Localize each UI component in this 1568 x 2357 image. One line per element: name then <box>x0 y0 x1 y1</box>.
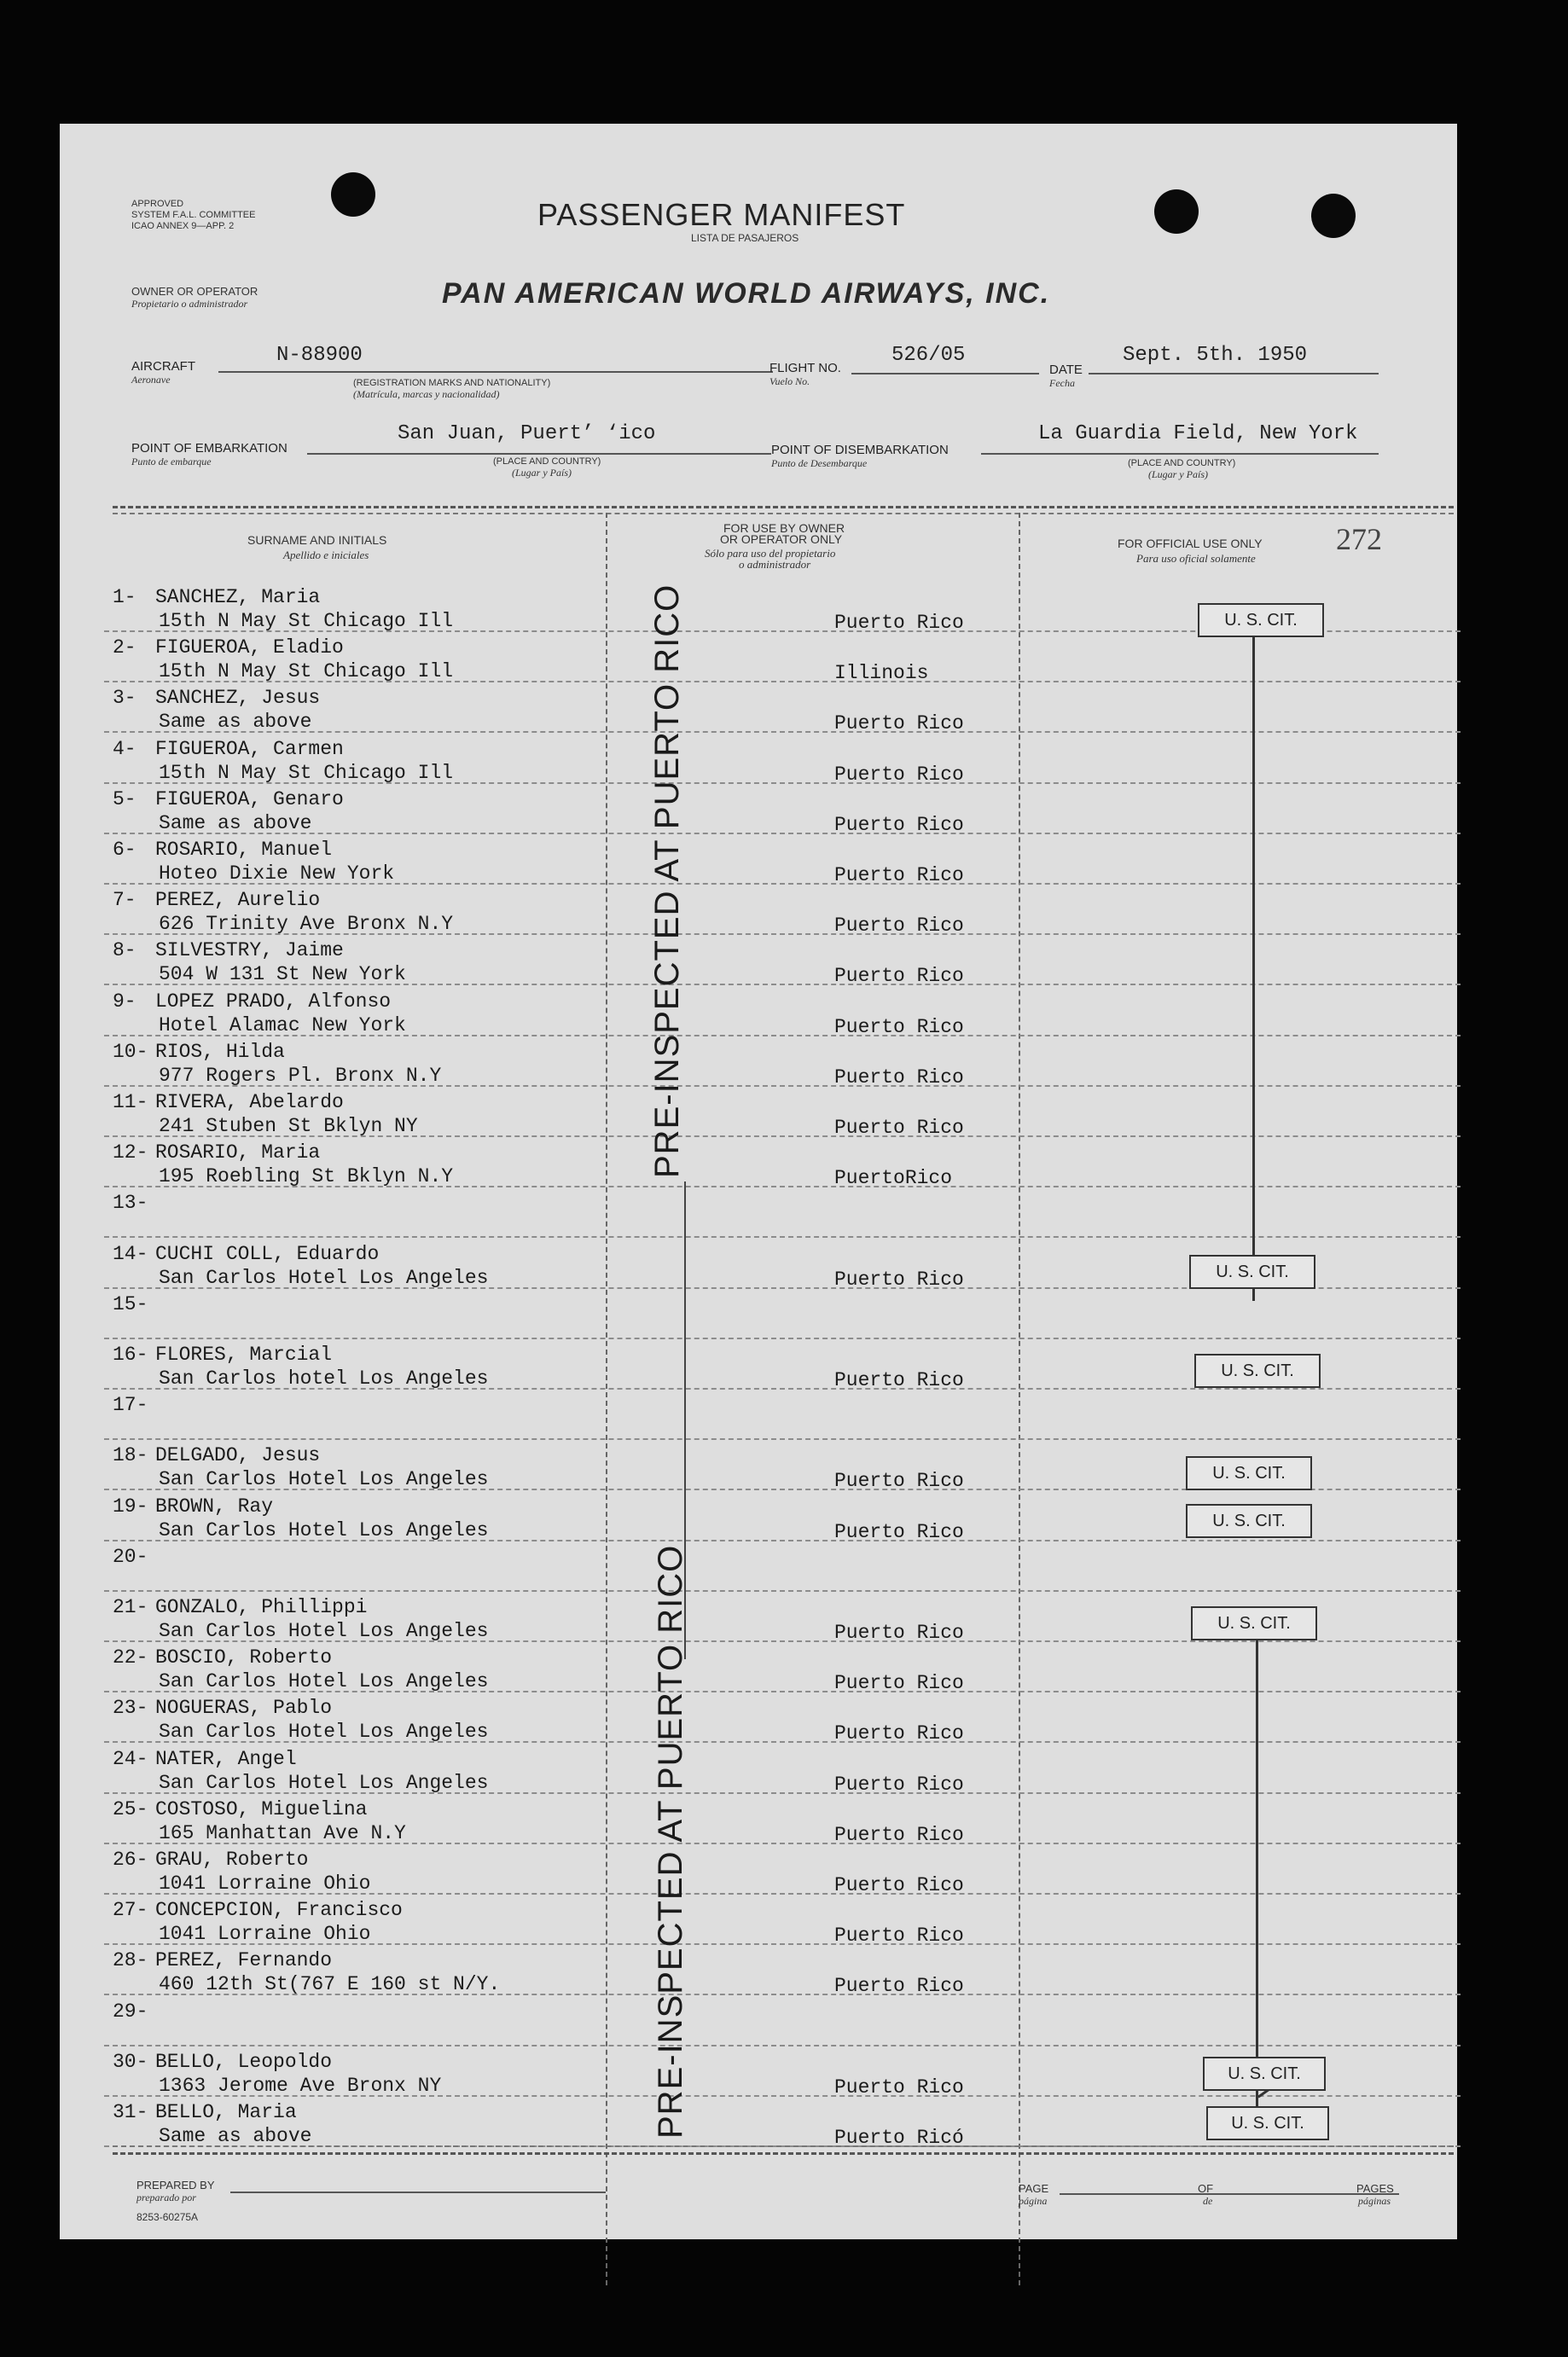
passenger-row-number: 29- <box>113 2000 148 2023</box>
prepared-by-label-es: preparado por <box>136 2192 196 2203</box>
us-cit-stamp: U. S. CIT. <box>1194 1354 1321 1388</box>
passenger-name: CONCEPCION, Francisco <box>155 1899 403 1922</box>
embark-value: San Juan, Puert’ ‘ico <box>398 422 656 445</box>
column-header-official-es: Para uso oficial solamente <box>1136 552 1256 565</box>
prepared-by-label: PREPARED BY <box>136 2179 215 2192</box>
owner-label-es: Propietario o administrador <box>131 298 248 310</box>
place-note-es: (Lugar y País) <box>512 467 572 479</box>
passenger-name: GONZALO, Phillippi <box>155 1596 368 1618</box>
disembark-label: POINT OF DISEMBARKATION <box>771 443 949 457</box>
passenger-address: 15th N May St Chicago Ill <box>159 610 454 632</box>
passenger-country: Puerto Rico <box>834 612 964 634</box>
embark-label: POINT OF EMBARKATION <box>131 441 287 456</box>
passenger-name: FIGUEROA, Carmen <box>155 737 344 760</box>
us-cit-stamp: U. S. CIT. <box>1198 603 1324 637</box>
row-divider <box>104 1438 1461 1440</box>
passenger-row-number: 18- <box>113 1444 148 1467</box>
committee-label: SYSTEM F.A.L. COMMITTEE <box>131 210 256 220</box>
passenger-name: PEREZ, Aurelio <box>155 889 321 912</box>
page-subtitle: LISTA DE PASAJEROS <box>691 232 799 244</box>
registration-note-es: (Matrícula, marcas y nacionalidad) <box>353 388 500 400</box>
passenger-row-number: 24- <box>113 1747 148 1770</box>
passenger-row-number: 19- <box>113 1495 148 1518</box>
us-cit-stamp: U. S. CIT. <box>1203 2057 1326 2091</box>
passenger-country: Puerto Ricó <box>834 2127 964 2149</box>
passenger-row-number: 2- <box>113 636 136 659</box>
passenger-name: BOSCIO, Roberto <box>155 1646 333 1669</box>
passenger-row-number: 28- <box>113 1949 148 1972</box>
passenger-address: Same as above <box>159 2125 312 2147</box>
passenger-address: 195 Roebling St Bklyn N.Y <box>159 1165 454 1188</box>
passenger-name: ROSARIO, Maria <box>155 1141 321 1164</box>
passenger-country: Puerto Rico <box>834 1672 964 1695</box>
passenger-name: BELLO, Leopoldo <box>155 2050 333 2073</box>
manifest-sheet <box>60 124 1457 2239</box>
passenger-country: Puerto Rico <box>834 1369 964 1391</box>
passenger-row-number: 23- <box>113 1697 148 1720</box>
passenger-name: BROWN, Ray <box>155 1495 274 1518</box>
row-divider <box>104 1590 1461 1592</box>
passenger-row-number: 3- <box>113 687 136 710</box>
registration-note: (REGISTRATION MARKS AND NATIONALITY) <box>353 378 551 388</box>
passenger-country: Puerto Rico <box>834 1823 964 1846</box>
passenger-country: Puerto Rico <box>834 914 964 938</box>
passenger-name: ROSARIO, Manuel <box>155 839 333 861</box>
column-header-name-es: Apellido e iniciales <box>283 549 369 561</box>
passenger-address: 15th N May St Chicago Ill <box>159 660 454 683</box>
row-divider <box>104 1236 1461 1238</box>
date-label-es: Fecha <box>1049 377 1075 389</box>
passenger-country: Puerto Rico <box>834 1874 964 1896</box>
passenger-name: CUCHI COLL, Eduardo <box>155 1242 380 1265</box>
passenger-address: 1041 Lorraine Ohio <box>159 1923 371 1946</box>
passenger-row-number: 31- <box>113 2101 148 2123</box>
passenger-country: Puerto Rico <box>834 712 964 735</box>
flight-label-es: Vuelo No. <box>769 375 810 387</box>
passenger-address: 504 W 131 St New York <box>159 963 406 986</box>
passenger-country: Puerto Rico <box>834 1975 964 1998</box>
us-cit-stamp: U. S. CIT. <box>1186 1504 1312 1538</box>
passenger-address: San Carlos Hotel Los Angeles <box>159 1468 489 1491</box>
column-header-owner-es-b: o administrador <box>739 558 811 571</box>
passenger-row-number: 22- <box>113 1646 148 1669</box>
column-header-owner-es-a: Sólo para uso del propietario <box>705 547 836 560</box>
passenger-row-number: 10- <box>113 1040 148 1063</box>
place-note-2-es: (Lugar y País) <box>1148 468 1208 480</box>
place-note-2: (PLACE AND COUNTRY) <box>1128 458 1236 468</box>
passenger-row-number: 6- <box>113 839 136 861</box>
passenger-address: San Carlos Hotel Los Angeles <box>159 1266 489 1289</box>
column-header-owner-b: OR OPERATOR ONLY <box>720 532 843 546</box>
passenger-row-number: 13- <box>113 1192 148 1215</box>
passenger-country: Puerto Rico <box>834 1015 964 1038</box>
passenger-row-number: 1- <box>113 586 136 608</box>
passenger-name: DELGADO, Jesus <box>155 1444 321 1467</box>
passenger-country: Puerto Rico <box>834 1520 964 1543</box>
form-code: 8253-60275A <box>136 2211 199 2223</box>
page-label-es: página <box>1019 2195 1048 2207</box>
us-cit-stamp: U. S. CIT. <box>1189 1255 1315 1289</box>
flight-label: FLIGHT NO. <box>769 361 841 375</box>
passenger-country: Puerto Rico <box>834 813 964 836</box>
passenger-address: 241 Stuben St Bklyn NY <box>159 1115 418 1137</box>
passenger-country: Puerto Rico <box>834 1773 964 1796</box>
aircraft-label: AIRCRAFT <box>131 359 195 374</box>
passenger-name: NATER, Angel <box>155 1747 297 1770</box>
passenger-country: Illinois <box>834 662 929 685</box>
passenger-row-number: 15- <box>113 1292 148 1315</box>
pre-inspected-stamp-lower: PRE-INSPECTED AT PUERTO RICO <box>652 1544 689 2139</box>
punch-hole <box>1311 194 1356 238</box>
column-header-official: FOR OFFICIAL USE ONLY <box>1118 537 1263 550</box>
passenger-name: COSTOSO, Miguelina <box>155 1797 368 1820</box>
page-title: PASSENGER MANIFEST <box>537 197 906 232</box>
passenger-country: Puerto Rico <box>834 1065 964 1089</box>
passenger-country: Puerto Rico <box>834 763 964 786</box>
passenger-address: San Carlos Hotel Los Angeles <box>159 1771 489 1794</box>
disembark-label-es: Punto de Desembarque <box>771 457 868 469</box>
passenger-address: San Carlos Hotel Los Angeles <box>159 1620 489 1642</box>
row-divider <box>104 1338 1461 1339</box>
passenger-address: 15th N May St Chicago Ill <box>159 761 454 784</box>
passenger-address: 460 12th St(767 E 160 st N/Y. <box>159 1973 501 1996</box>
of-label: OF <box>1198 2182 1214 2195</box>
passenger-name: FIGUEROA, Genaro <box>155 787 344 810</box>
passenger-address: Same as above <box>159 711 312 734</box>
passenger-address: San Carlos Hotel Los Angeles <box>159 1518 489 1541</box>
passenger-row-number: 12- <box>113 1141 148 1164</box>
passenger-row-number: 26- <box>113 1849 148 1871</box>
passenger-name: GRAU, Roberto <box>155 1849 309 1871</box>
column-header-name: SURNAME AND INITIALS <box>247 533 387 547</box>
passenger-row-number: 11- <box>113 1091 148 1113</box>
of-label-es: de <box>1203 2195 1213 2207</box>
flight-value: 526/05 <box>891 344 966 367</box>
passenger-address: 626 Trinity Ave Bronx N.Y <box>159 913 454 936</box>
passenger-row-number: 21- <box>113 1596 148 1618</box>
passenger-name: LOPEZ PRADO, Alfonso <box>155 990 392 1013</box>
pre-inspected-stamp-upper: PRE-INSPECTED AT PUERTO RICO <box>648 583 686 1178</box>
passenger-country: Puerto Rico <box>834 965 964 988</box>
passenger-name: SILVESTRY, Jaime <box>155 939 344 962</box>
passenger-address: 165 Manhattan Ave N.Y <box>159 1821 406 1844</box>
passenger-row-number: 20- <box>113 1545 148 1568</box>
passenger-country: Puerto Rico <box>834 1622 964 1644</box>
passenger-address: San Carlos hotel Los Angeles <box>159 1367 489 1390</box>
place-note: (PLACE AND COUNTRY) <box>493 456 601 467</box>
passenger-country: Puerto Rico <box>834 1117 964 1139</box>
aircraft-label-es: Aeronave <box>131 374 171 386</box>
date-label: DATE <box>1049 363 1083 377</box>
aircraft-value: N-88900 <box>276 344 363 367</box>
passenger-address: San Carlos Hotel Los Angeles <box>159 1721 489 1744</box>
passenger-country: Puerto Rico <box>834 1924 964 1948</box>
passenger-name: RIVERA, Abelardo <box>155 1091 344 1113</box>
us-cit-stamp: U. S. CIT. <box>1186 1456 1312 1490</box>
passenger-row-number: 16- <box>113 1344 148 1366</box>
passenger-row-number: 4- <box>113 737 136 760</box>
passenger-address: Hotel Alamac New York <box>159 1013 406 1036</box>
punch-hole <box>331 172 375 217</box>
passenger-name: FIGUEROA, Eladio <box>155 636 344 659</box>
owner-label: OWNER OR OPERATOR <box>131 285 258 298</box>
passenger-address: Hoteo Dixie New York <box>159 862 395 885</box>
passenger-country: Puerto Rico <box>834 1722 964 1745</box>
passenger-country: Puerto Rico <box>834 864 964 886</box>
passenger-row-number: 14- <box>113 1242 148 1265</box>
pages-label-es: páginas <box>1358 2195 1391 2207</box>
passenger-name: SANCHEZ, Maria <box>155 586 321 608</box>
passenger-address: 1041 Lorraine Ohio <box>159 1872 371 1895</box>
airline-name: PAN AMERICAN WORLD AIRWAYS, INC. <box>442 277 1051 310</box>
passenger-country: Puerto Rico <box>834 1268 964 1291</box>
page-label: PAGE <box>1019 2182 1049 2195</box>
passenger-name: FLORES, Marcial <box>155 1344 333 1366</box>
passenger-row-number: 30- <box>113 2050 148 2073</box>
passenger-row-number: 27- <box>113 1899 148 1922</box>
passenger-row-number: 25- <box>113 1797 148 1820</box>
passenger-row-number: 5- <box>113 787 136 810</box>
date-value: Sept. 5th. 1950 <box>1123 344 1308 367</box>
pages-label: PAGES <box>1356 2182 1394 2195</box>
icao-label: ICAO ANNEX 9—APP. 2 <box>131 221 235 231</box>
passenger-address: 1363 Jerome Ave Bronx NY <box>159 2074 442 2097</box>
passenger-country: Puerto Rico <box>834 2075 964 2099</box>
passenger-address: Same as above <box>159 811 312 834</box>
us-cit-stamp: U. S. CIT. <box>1206 2106 1329 2140</box>
passenger-row-number: 7- <box>113 889 136 912</box>
embark-label-es: Punto de embarque <box>131 456 212 467</box>
passenger-row-number: 17- <box>113 1394 148 1417</box>
column-header-owner-a: FOR USE BY OWNER <box>723 521 845 535</box>
approved-label: APPROVED <box>131 199 184 209</box>
page-number-stamp: 272 <box>1336 522 1382 556</box>
passenger-address: San Carlos Hotel Los Angeles <box>159 1670 489 1693</box>
passenger-name: BELLO, Maria <box>155 2101 297 2123</box>
punch-hole <box>1154 189 1199 234</box>
passenger-name: PEREZ, Fernando <box>155 1949 333 1972</box>
disembark-value: La Guardia Field, New York <box>1038 422 1358 445</box>
passenger-name: RIOS, Hilda <box>155 1040 285 1063</box>
passenger-name: NOGUERAS, Pablo <box>155 1697 333 1720</box>
passenger-name: SANCHEZ, Jesus <box>155 687 321 710</box>
passenger-row-number: 9- <box>113 990 136 1013</box>
passenger-country: Puerto Rico <box>834 1470 964 1493</box>
us-cit-stamp: U. S. CIT. <box>1191 1606 1317 1640</box>
passenger-country: PuertoRico <box>834 1167 953 1190</box>
passenger-row-number: 8- <box>113 939 136 962</box>
passenger-address: 977 Rogers Pl. Bronx N.Y <box>159 1064 442 1087</box>
